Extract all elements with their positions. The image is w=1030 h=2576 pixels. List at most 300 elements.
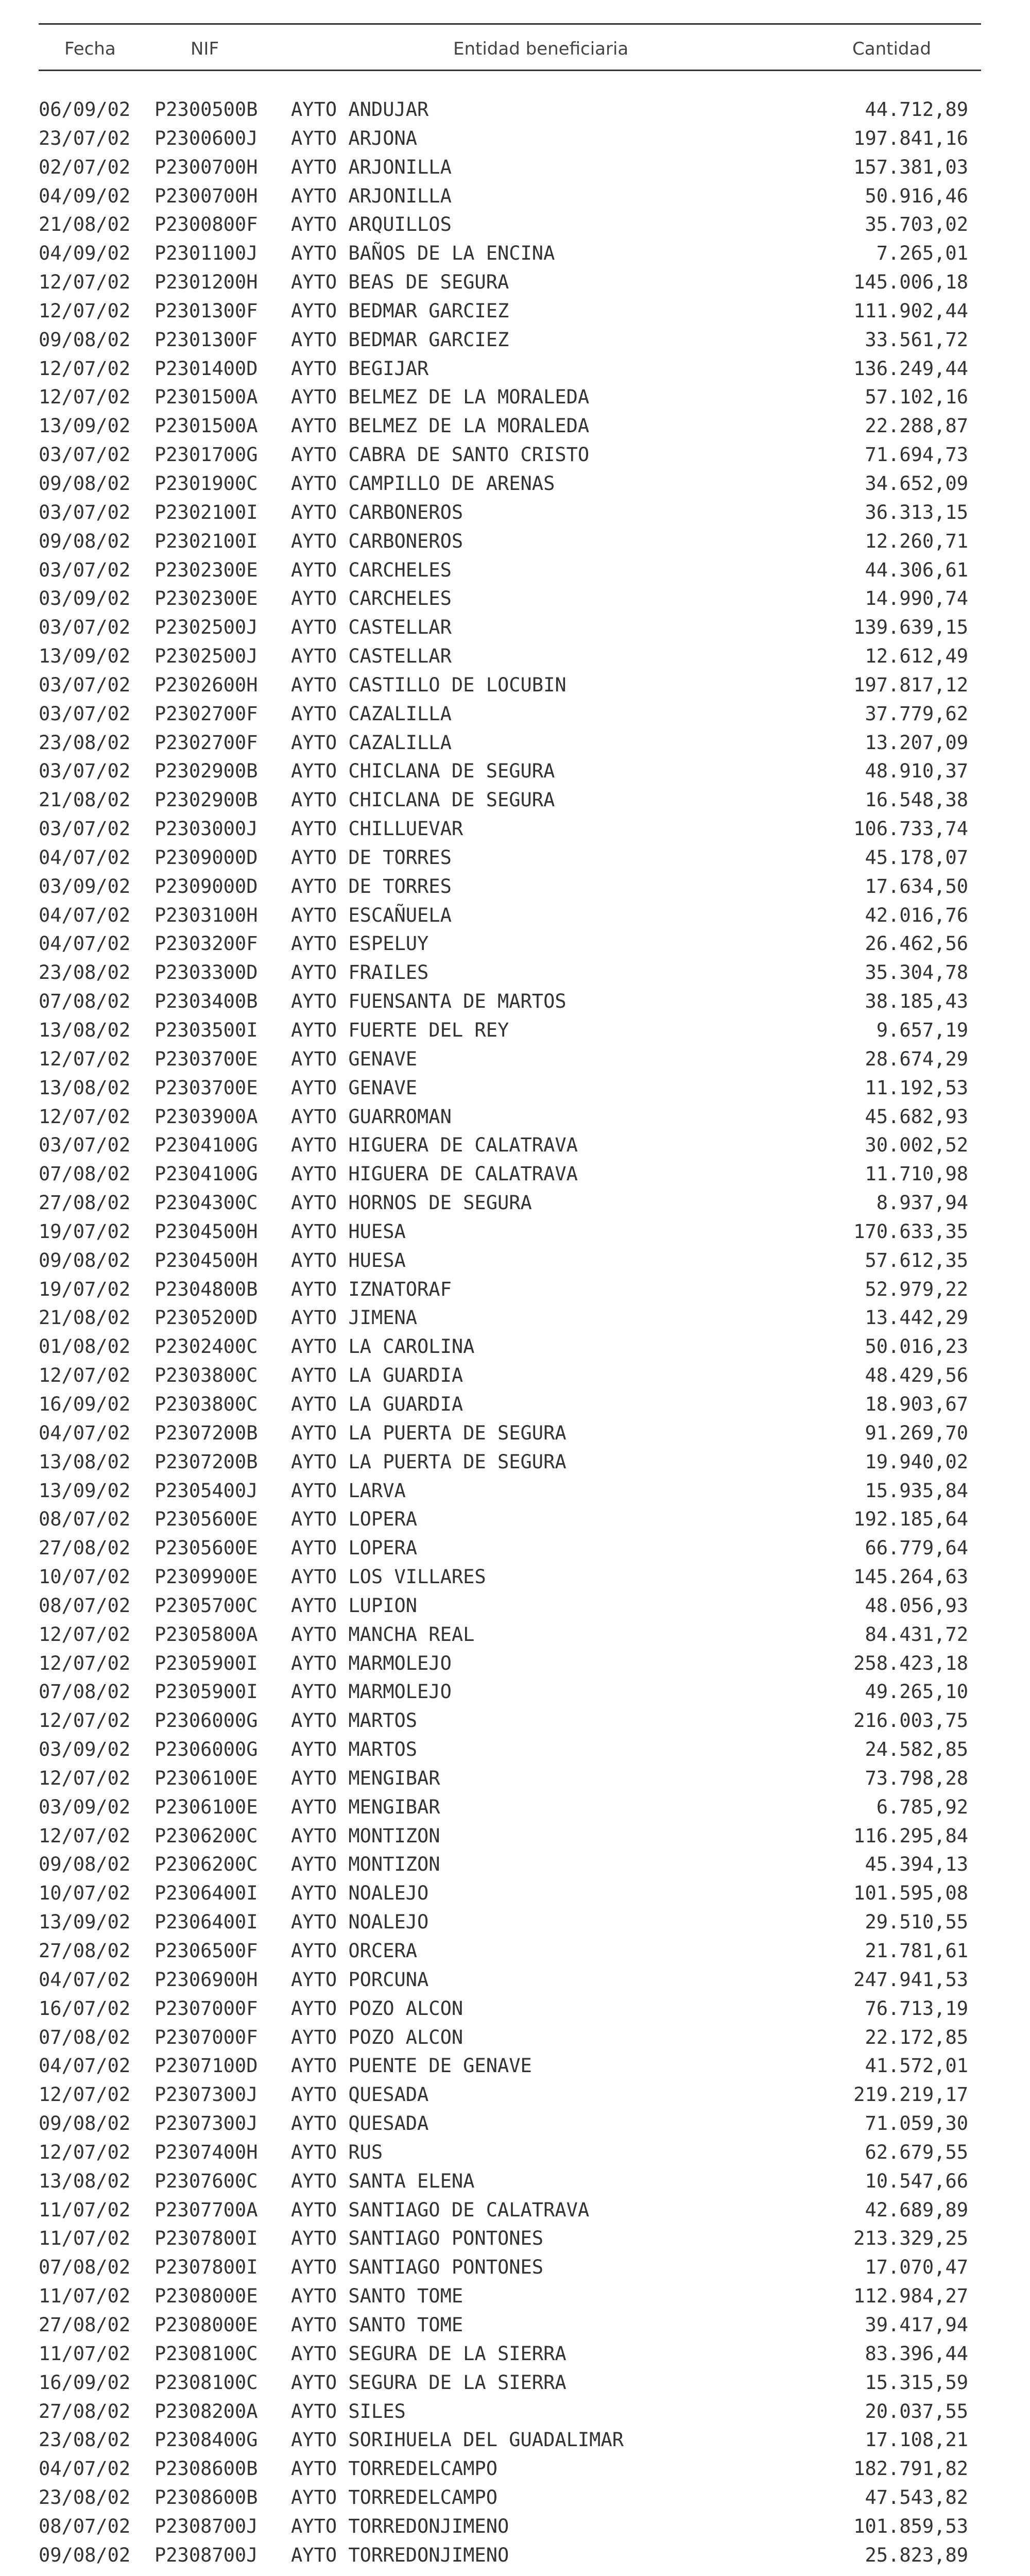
table-row: [0, 1448, 1030, 1477]
cell-fecha: 09/08/02: [39, 328, 131, 351]
cell-entidad: AYTO JIMENA: [291, 1307, 418, 1329]
cell-entidad: AYTO MARMOLEJO: [291, 1681, 452, 1703]
table-row: [0, 2224, 1030, 2253]
cell-nif: P2305600E: [154, 1537, 258, 1560]
cell-entidad: AYTO SANTIAGO PONTONES: [291, 2256, 544, 2279]
table-row: [0, 1620, 1030, 1649]
cell-nif: P2303000J: [154, 818, 258, 840]
cell-fecha: 06/09/02: [39, 98, 131, 121]
cell-fecha: 03/09/02: [39, 875, 131, 897]
table-row: [0, 210, 1030, 239]
cell-entidad: AYTO CAZALILLA: [291, 702, 452, 725]
cell-nif: P2308000E: [154, 2285, 258, 2308]
cell-entidad: AYTO BELMEZ DE LA MORALEDA: [291, 415, 590, 437]
cell-cantidad: 258.423,18: [853, 1652, 968, 1674]
table-row: [0, 1879, 1030, 1908]
cell-cantidad: 19.940,02: [865, 1450, 968, 1473]
table-row: [0, 1908, 1030, 1937]
table-row: [0, 958, 1030, 987]
cell-fecha: 23/08/02: [39, 731, 131, 754]
cell-entidad: AYTO LA PUERTA DE SEGURA: [291, 1421, 566, 1444]
cell-entidad: AYTO BELMEZ DE LA MORALEDA: [291, 386, 590, 409]
cell-fecha: 11/07/02: [39, 2227, 131, 2250]
cell-cantidad: 7.265,01: [876, 242, 968, 265]
column-header-nif: NIF: [191, 39, 219, 59]
cell-cantidad: 13.207,09: [865, 731, 968, 754]
table-row: [0, 815, 1030, 843]
cell-nif: P2308200A: [154, 2400, 258, 2422]
cell-nif: P2300800F: [154, 213, 258, 236]
cell-fecha: 12/07/02: [39, 1709, 131, 1732]
cell-entidad: AYTO HUESA: [291, 1220, 406, 1243]
cell-fecha: 13/08/02: [39, 1076, 131, 1099]
cell-fecha: 21/08/02: [39, 1307, 131, 1329]
cell-cantidad: 30.002,52: [865, 1134, 968, 1157]
cell-cantidad: 12.260,71: [865, 530, 968, 552]
cell-entidad: AYTO ESPELUY: [291, 933, 429, 955]
cell-nif: P2303700E: [154, 1076, 258, 1099]
cell-entidad: AYTO ARJONA: [291, 127, 418, 149]
cell-fecha: 04/07/02: [39, 2458, 131, 2480]
cell-entidad: AYTO POZO ALCON: [291, 2026, 464, 2048]
cell-entidad: AYTO SANTIAGO DE CALATRAVA: [291, 2198, 590, 2221]
cell-entidad: AYTO QUESADA: [291, 2083, 429, 2106]
cell-cantidad: 12.612,49: [865, 645, 968, 668]
cell-cantidad: 45.178,07: [865, 846, 968, 869]
table-row: [0, 498, 1030, 527]
cell-cantidad: 84.431,72: [865, 1623, 968, 1646]
cell-nif: P2301500A: [154, 415, 258, 437]
cell-nif: P2303500I: [154, 1019, 258, 1041]
table-row: [0, 412, 1030, 440]
cell-cantidad: 15.935,84: [865, 1479, 968, 1502]
table-row: [0, 1505, 1030, 1534]
table-row: [0, 1793, 1030, 1822]
cell-fecha: 07/08/02: [39, 1681, 131, 1703]
table-row: [0, 469, 1030, 498]
table-row: [0, 700, 1030, 728]
cell-entidad: AYTO CASTILLO DE LOCUBIN: [291, 673, 566, 696]
cell-cantidad: 136.249,44: [853, 357, 968, 380]
cell-fecha: 07/08/02: [39, 990, 131, 1013]
cell-entidad: AYTO QUESADA: [291, 2112, 429, 2135]
table-row: [0, 1016, 1030, 1045]
cell-fecha: 19/07/02: [39, 1220, 131, 1243]
cell-entidad: AYTO GENAVE: [291, 1076, 418, 1099]
cell-nif: P2306000G: [154, 1738, 258, 1761]
cell-nif: P2306200C: [154, 1853, 258, 1876]
cell-fecha: 08/07/02: [39, 1508, 131, 1531]
table-row: [0, 1217, 1030, 1246]
cell-entidad: AYTO HORNOS DE SEGURA: [291, 1192, 532, 1214]
cell-cantidad: 36.313,15: [865, 501, 968, 523]
cell-nif: P2301300F: [154, 328, 258, 351]
cell-cantidad: 197.817,12: [853, 673, 968, 696]
cell-fecha: 03/07/02: [39, 760, 131, 783]
cell-cantidad: 45.394,13: [865, 1853, 968, 1876]
cell-fecha: 02/07/02: [39, 156, 131, 178]
cell-nif: P2307700A: [154, 2198, 258, 2221]
cell-entidad: AYTO MARMOLEJO: [291, 1652, 452, 1674]
table-row: [0, 1591, 1030, 1620]
cell-nif: P2305600E: [154, 1508, 258, 1531]
table-row: [0, 1045, 1030, 1074]
cell-nif: P2306900H: [154, 1968, 258, 1991]
table-row: [0, 2454, 1030, 2483]
cell-nif: P2305800A: [154, 1623, 258, 1646]
cell-nif: P2302900B: [154, 789, 258, 811]
cell-entidad: AYTO SORIHUELA DEL GUADALIMAR: [291, 2429, 624, 2451]
cell-nif: P2302700F: [154, 731, 258, 754]
table-row: [0, 2253, 1030, 2282]
cell-cantidad: 17.634,50: [865, 875, 968, 897]
cell-fecha: 11/07/02: [39, 2285, 131, 2308]
table-row: [0, 2080, 1030, 2109]
cell-fecha: 03/07/02: [39, 673, 131, 696]
cell-nif: P2303800C: [154, 1393, 258, 1415]
cell-fecha: 04/09/02: [39, 242, 131, 265]
cell-entidad: AYTO MENGIBAR: [291, 1795, 440, 1818]
table-row: [0, 1937, 1030, 1965]
table-row: [0, 1534, 1030, 1563]
cell-nif: P2301900C: [154, 472, 258, 495]
cell-cantidad: 101.859,53: [853, 2515, 968, 2537]
cell-nif: P2301500A: [154, 386, 258, 409]
table-row: [0, 1160, 1030, 1189]
cell-fecha: 09/08/02: [39, 2112, 131, 2135]
cell-entidad: AYTO RUS: [291, 2141, 383, 2163]
table-row: [0, 1563, 1030, 1591]
cell-cantidad: 21.781,61: [865, 1940, 968, 1962]
cell-entidad: AYTO GUARROMAN: [291, 1105, 452, 1128]
cell-nif: P2303800C: [154, 1364, 258, 1387]
cell-entidad: AYTO SANTO TOME: [291, 2285, 464, 2308]
table-row: [0, 2138, 1030, 2167]
cell-nif: P2301100J: [154, 242, 258, 265]
cell-cantidad: 44.306,61: [865, 558, 968, 581]
cell-entidad: AYTO DE TORRES: [291, 846, 452, 869]
table-row: [0, 1822, 1030, 1851]
cell-fecha: 04/07/02: [39, 2055, 131, 2077]
cell-nif: P2305900I: [154, 1681, 258, 1703]
cell-fecha: 04/07/02: [39, 1421, 131, 1444]
cell-entidad: AYTO CAZALILLA: [291, 731, 452, 754]
cell-entidad: AYTO CHILLUEVAR: [291, 818, 464, 840]
cell-fecha: 12/07/02: [39, 357, 131, 380]
cell-fecha: 12/07/02: [39, 1364, 131, 1387]
cell-nif: P2303900A: [154, 1105, 258, 1128]
cell-nif: P2302500J: [154, 645, 258, 668]
cell-nif: P2300600J: [154, 127, 258, 149]
cell-fecha: 11/07/02: [39, 2198, 131, 2221]
cell-fecha: 12/07/02: [39, 1767, 131, 1789]
cell-cantidad: 29.510,55: [865, 1911, 968, 1934]
cell-cantidad: 71.694,73: [865, 444, 968, 466]
cell-fecha: 12/07/02: [39, 2083, 131, 2106]
cell-nif: P2307800I: [154, 2227, 258, 2250]
cell-nif: P2301700G: [154, 444, 258, 466]
cell-fecha: 07/08/02: [39, 2256, 131, 2279]
cell-cantidad: 66.779,64: [865, 1537, 968, 1560]
cell-entidad: AYTO HIGUERA DE CALATRAVA: [291, 1134, 578, 1157]
cell-fecha: 27/08/02: [39, 1537, 131, 1560]
cell-entidad: AYTO MONTIZON: [291, 1824, 440, 1847]
cell-fecha: 16/09/02: [39, 1393, 131, 1415]
table-body: [0, 95, 1030, 2570]
cell-cantidad: 42.689,89: [865, 2198, 968, 2221]
cell-cantidad: 182.791,82: [853, 2458, 968, 2480]
cell-entidad: AYTO IZNATORAF: [291, 1278, 452, 1300]
cell-nif: P2302100I: [154, 501, 258, 523]
table-row: [0, 1189, 1030, 1217]
table-row: [0, 440, 1030, 469]
cell-fecha: 27/08/02: [39, 2313, 131, 2336]
table-row: [0, 153, 1030, 182]
table-row: [0, 757, 1030, 786]
cell-fecha: 09/08/02: [39, 1853, 131, 1876]
table-row: [0, 1303, 1030, 1332]
cell-cantidad: 37.779,62: [865, 702, 968, 725]
cell-entidad: AYTO MARTOS: [291, 1709, 418, 1732]
cell-fecha: 10/07/02: [39, 1882, 131, 1905]
cell-fecha: 08/07/02: [39, 1594, 131, 1617]
cell-entidad: AYTO TORREDONJIMENO: [291, 2515, 509, 2537]
table-row: [0, 901, 1030, 930]
table-row: [0, 2282, 1030, 2311]
table-row: [0, 2512, 1030, 2541]
cell-cantidad: 48.056,93: [865, 1594, 968, 1617]
table-row: [0, 1850, 1030, 1879]
cell-cantidad: 24.582,85: [865, 1738, 968, 1761]
cell-nif: P2305700C: [154, 1594, 258, 1617]
cell-cantidad: 91.269,70: [865, 1421, 968, 1444]
cell-entidad: AYTO LUPION: [291, 1594, 418, 1617]
table-row: [0, 1994, 1030, 2023]
table-row: [0, 1332, 1030, 1361]
cell-nif: P2308600B: [154, 2486, 258, 2509]
table-row: [0, 556, 1030, 585]
cell-fecha: 09/08/02: [39, 472, 131, 495]
cell-fecha: 23/08/02: [39, 2486, 131, 2509]
cell-entidad: AYTO TORREDONJIMENO: [291, 2544, 509, 2566]
cell-cantidad: 35.703,02: [865, 213, 968, 236]
table-row: [0, 1074, 1030, 1103]
cell-entidad: AYTO MENGIBAR: [291, 1767, 440, 1789]
cell-fecha: 27/08/02: [39, 1192, 131, 1214]
cell-fecha: 04/09/02: [39, 184, 131, 207]
cell-fecha: 23/08/02: [39, 961, 131, 984]
table-row: [0, 354, 1030, 383]
cell-entidad: AYTO LA GUARDIA: [291, 1364, 464, 1387]
cell-cantidad: 213.329,25: [853, 2227, 968, 2250]
cell-entidad: AYTO CARBONEROS: [291, 501, 464, 523]
cell-fecha: 04/07/02: [39, 846, 131, 869]
cell-entidad: AYTO DE TORRES: [291, 875, 452, 897]
cell-nif: P2308700J: [154, 2515, 258, 2537]
table-row: [0, 326, 1030, 354]
cell-cantidad: 73.798,28: [865, 1767, 968, 1789]
cell-entidad: AYTO SANTA ELENA: [291, 2170, 475, 2192]
cell-cantidad: 50.916,46: [865, 184, 968, 207]
table-row: [0, 2311, 1030, 2340]
cell-cantidad: 18.903,67: [865, 1393, 968, 1415]
cell-entidad: AYTO SILES: [291, 2400, 406, 2422]
cell-fecha: 21/08/02: [39, 789, 131, 811]
cell-entidad: AYTO HIGUERA DE CALATRAVA: [291, 1163, 578, 1185]
cell-fecha: 03/09/02: [39, 1795, 131, 1818]
cell-fecha: 09/08/02: [39, 2544, 131, 2566]
cell-nif: P2303400B: [154, 990, 258, 1013]
table-row: [0, 383, 1030, 412]
cell-nif: P2307200B: [154, 1421, 258, 1444]
cell-nif: P2300500B: [154, 98, 258, 121]
cell-fecha: 07/08/02: [39, 1163, 131, 1185]
cell-cantidad: 170.633,35: [853, 1220, 968, 1243]
cell-cantidad: 33.561,72: [865, 328, 968, 351]
cell-nif: P2306400I: [154, 1882, 258, 1905]
cell-entidad: AYTO FUENSANTA DE MARTOS: [291, 990, 566, 1013]
cell-fecha: 13/08/02: [39, 1019, 131, 1041]
cell-cantidad: 45.682,93: [865, 1105, 968, 1128]
cell-cantidad: 145.264,63: [853, 1566, 968, 1588]
header-top-rule: [39, 23, 981, 25]
cell-fecha: 03/07/02: [39, 818, 131, 840]
cell-cantidad: 25.823,89: [865, 2544, 968, 2566]
cell-nif: P2307200B: [154, 1450, 258, 1473]
table-row: [0, 2340, 1030, 2368]
cell-cantidad: 216.003,75: [853, 1709, 968, 1732]
cell-fecha: 03/07/02: [39, 1134, 131, 1157]
cell-entidad: AYTO LA PUERTA DE SEGURA: [291, 1450, 566, 1473]
cell-nif: P2309000D: [154, 846, 258, 869]
cell-nif: P2302300E: [154, 558, 258, 581]
cell-nif: P2308700J: [154, 2544, 258, 2566]
cell-entidad: AYTO BEGIJAR: [291, 357, 429, 380]
table-row: [0, 239, 1030, 268]
cell-cantidad: 20.037,55: [865, 2400, 968, 2422]
table-row: [0, 182, 1030, 211]
table-row: [0, 1419, 1030, 1448]
table-row: [0, 1706, 1030, 1735]
cell-cantidad: 11.192,53: [865, 1076, 968, 1099]
cell-fecha: 10/07/02: [39, 1566, 131, 1588]
cell-fecha: 13/09/02: [39, 645, 131, 668]
cell-cantidad: 34.652,09: [865, 472, 968, 495]
cell-entidad: AYTO CARCHELES: [291, 558, 452, 581]
cell-nif: P2306000G: [154, 1709, 258, 1732]
table-row: [0, 124, 1030, 153]
cell-fecha: 13/08/02: [39, 2170, 131, 2192]
cell-nif: P2307100D: [154, 2055, 258, 2077]
cell-cantidad: 10.547,66: [865, 2170, 968, 2192]
cell-cantidad: 47.543,82: [865, 2486, 968, 2509]
table-row: [0, 872, 1030, 901]
cell-nif: P2307400H: [154, 2141, 258, 2163]
cell-nif: P2305900I: [154, 1652, 258, 1674]
cell-entidad: AYTO LOPERA: [291, 1537, 418, 1560]
cell-fecha: 03/07/02: [39, 616, 131, 639]
cell-entidad: AYTO BAÑOS DE LA ENCINA: [291, 242, 555, 265]
cell-nif: P2302900B: [154, 760, 258, 783]
table-row: [0, 2052, 1030, 2080]
header-bottom-rule: [39, 70, 981, 71]
cell-cantidad: 13.442,29: [865, 1307, 968, 1329]
cell-cantidad: 111.902,44: [853, 299, 968, 322]
cell-nif: P2307000F: [154, 2026, 258, 2048]
cell-cantidad: 39.417,94: [865, 2313, 968, 2336]
cell-cantidad: 197.841,16: [853, 127, 968, 149]
cell-cantidad: 49.265,10: [865, 1681, 968, 1703]
cell-entidad: AYTO LOPERA: [291, 1508, 418, 1531]
cell-fecha: 16/09/02: [39, 2371, 131, 2394]
cell-entidad: AYTO CABRA DE SANTO CRISTO: [291, 444, 590, 466]
cell-nif: P2306500F: [154, 1940, 258, 1962]
cell-cantidad: 106.733,74: [853, 818, 968, 840]
cell-cantidad: 22.172,85: [865, 2026, 968, 2048]
cell-cantidad: 28.674,29: [865, 1047, 968, 1070]
table-row: [0, 1103, 1030, 1131]
cell-cantidad: 57.612,35: [865, 1249, 968, 1272]
cell-fecha: 12/07/02: [39, 1047, 131, 1070]
table-row: [0, 1764, 1030, 1793]
cell-entidad: AYTO ANDUJAR: [291, 98, 429, 121]
cell-fecha: 03/07/02: [39, 558, 131, 581]
cell-cantidad: 57.102,16: [865, 386, 968, 409]
cell-nif: P2308100C: [154, 2371, 258, 2394]
cell-cantidad: 52.979,22: [865, 1278, 968, 1300]
cell-cantidad: 42.016,76: [865, 904, 968, 926]
cell-nif: P2307300J: [154, 2112, 258, 2135]
table-row: [0, 527, 1030, 556]
cell-cantidad: 14.990,74: [865, 587, 968, 610]
cell-cantidad: 48.429,56: [865, 1364, 968, 1387]
cell-entidad: AYTO PUENTE DE GENAVE: [291, 2055, 532, 2077]
cell-entidad: AYTO CASTELLAR: [291, 645, 452, 668]
cell-cantidad: 192.185,64: [853, 1508, 968, 1531]
cell-entidad: AYTO ESCAÑUELA: [291, 904, 452, 926]
table-row: [0, 95, 1030, 124]
cell-fecha: 03/07/02: [39, 444, 131, 466]
cell-cantidad: 38.185,43: [865, 990, 968, 1013]
cell-nif: P2306100E: [154, 1767, 258, 1789]
cell-fecha: 12/07/02: [39, 2141, 131, 2163]
cell-nif: P2301300F: [154, 299, 258, 322]
cell-nif: P2304500H: [154, 1220, 258, 1243]
cell-nif: P2308600B: [154, 2458, 258, 2480]
cell-fecha: 19/07/02: [39, 1278, 131, 1300]
cell-fecha: 01/08/02: [39, 1335, 131, 1358]
cell-nif: P2309900E: [154, 1566, 258, 1588]
cell-nif: P2302300E: [154, 587, 258, 610]
cell-nif: P2302500J: [154, 616, 258, 639]
cell-cantidad: 62.679,55: [865, 2141, 968, 2163]
cell-entidad: AYTO LA CAROLINA: [291, 1335, 475, 1358]
cell-nif: P2302600H: [154, 673, 258, 696]
cell-cantidad: 44.712,89: [865, 98, 968, 121]
cell-nif: P2305400J: [154, 1479, 258, 1502]
cell-entidad: AYTO CHICLANA DE SEGURA: [291, 760, 555, 783]
cell-entidad: AYTO BEDMAR GARCIEZ: [291, 299, 509, 322]
cell-nif: P2306100E: [154, 1795, 258, 1818]
cell-entidad: AYTO ARJONILLA: [291, 184, 452, 207]
table-row: [0, 2196, 1030, 2225]
cell-cantidad: 16.548,38: [865, 789, 968, 811]
cell-fecha: 27/08/02: [39, 2400, 131, 2422]
cell-fecha: 16/07/02: [39, 1997, 131, 2020]
cell-cantidad: 6.785,92: [876, 1795, 968, 1818]
cell-fecha: 11/07/02: [39, 2342, 131, 2365]
cell-nif: P2304300C: [154, 1192, 258, 1214]
